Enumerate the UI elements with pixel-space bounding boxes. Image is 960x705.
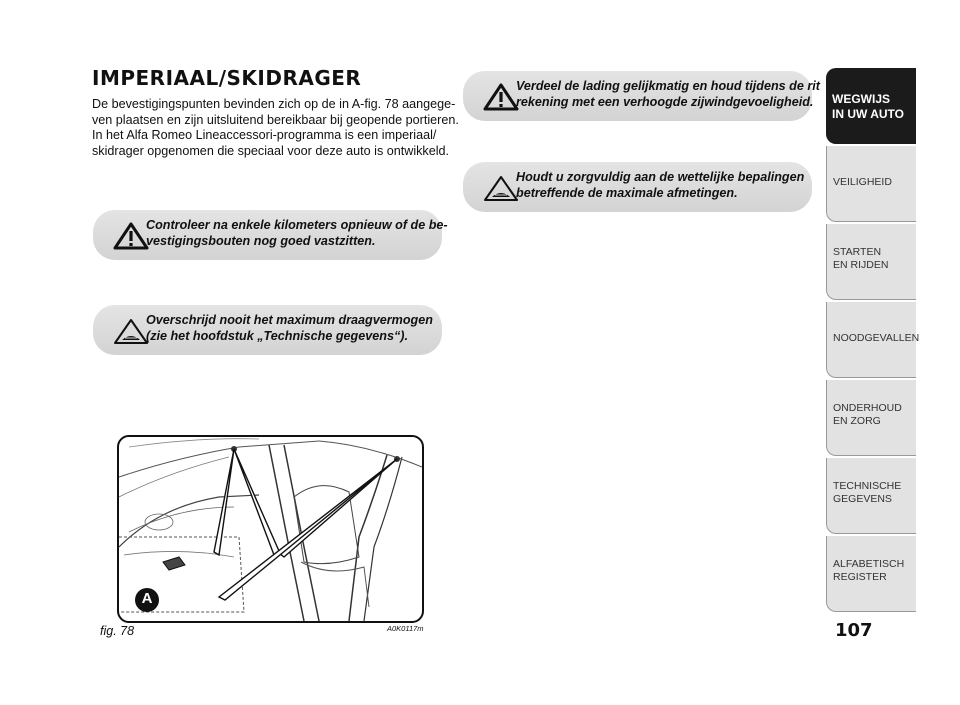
note-line: vestigingsbouten nog goed vastzitten.: [146, 233, 376, 248]
body-line: ven plaatsen en zijn uitsluitend bereikbaar bij geopende portieren.: [92, 112, 459, 127]
section-title: IMPERIAAL/SKIDRAGER: [92, 66, 362, 90]
section-body: [92, 97, 459, 159]
tab-alfabetisch[interactable]: [826, 536, 916, 612]
callout-a-label: A: [141, 590, 153, 607]
tab-veiligheid[interactable]: [826, 146, 916, 222]
page-number: 107: [835, 620, 873, 641]
note-line: Controleer na enkele kilometers opnieuw of de be-: [146, 218, 448, 232]
tab-label: IN UW AUTO: [832, 107, 904, 121]
note-line: Overschrijd nooit het maximum draagvermogen: [146, 313, 433, 327]
tab-label: GEGEVENS: [833, 493, 892, 505]
environment-warning-icon: [113, 317, 149, 345]
body-line: skidrager opgenomen die speciaal voor deze auto is ontwikkeld.: [92, 143, 450, 158]
note-line: betreffende de maximale afmetingen.: [516, 185, 738, 200]
tab-technische[interactable]: [826, 458, 916, 534]
body-line: In het Alfa Romeo Lineaccessori-programma is een imperiaal/: [92, 128, 437, 142]
environment-note-load: [93, 305, 442, 355]
tab-onderhoud[interactable]: [826, 380, 916, 456]
tab-label: TECHNISCHE: [833, 480, 902, 492]
warning-note-load-distribution: [463, 71, 820, 121]
warning-icon: [113, 222, 149, 250]
note-line: (zie het hoofdstuk „Technische gegevens“).: [146, 328, 408, 343]
environment-warning-icon: [483, 174, 519, 202]
tab-label: EN ZORG: [833, 415, 881, 427]
body-line: De bevestigingspunten bevinden zich op de in A-fig. 78 aangege-: [92, 97, 456, 111]
figure-caption: fig. 78: [100, 624, 135, 638]
tab-label: EN RIJDEN: [833, 259, 889, 271]
note-line: Houdt u zorgvuldig aan de wettelijke bepalingen: [516, 170, 805, 184]
car-roof-figure: [117, 435, 424, 623]
tab-label: ONDERHOUD: [833, 402, 902, 414]
tab-noodgevallen[interactable]: [826, 302, 920, 378]
tab-wegwijs[interactable]: [826, 68, 916, 144]
tab-label: ALFABETISCH: [833, 558, 905, 570]
warning-note-bolts: [93, 210, 448, 260]
note-line: rekening met een verhoogde zijwindgevoeligheid.: [516, 94, 814, 109]
tab-label: WEGWIJS: [832, 92, 891, 106]
car-interior-illustration: [119, 437, 422, 621]
note-line: Verdeel de lading gelijkmatig en houd tijdens de rit: [516, 79, 820, 93]
tab-starten[interactable]: [826, 224, 916, 300]
tab-label: NOODGEVALLEN: [833, 332, 920, 344]
tab-label: VEILIGHEID: [833, 176, 892, 188]
environment-note-dimensions: [463, 162, 812, 212]
warning-icon: [483, 83, 519, 111]
tab-label: STARTEN: [833, 246, 882, 258]
tab-label: REGISTER: [833, 571, 887, 583]
figure-code: A0K0117m: [387, 624, 424, 633]
